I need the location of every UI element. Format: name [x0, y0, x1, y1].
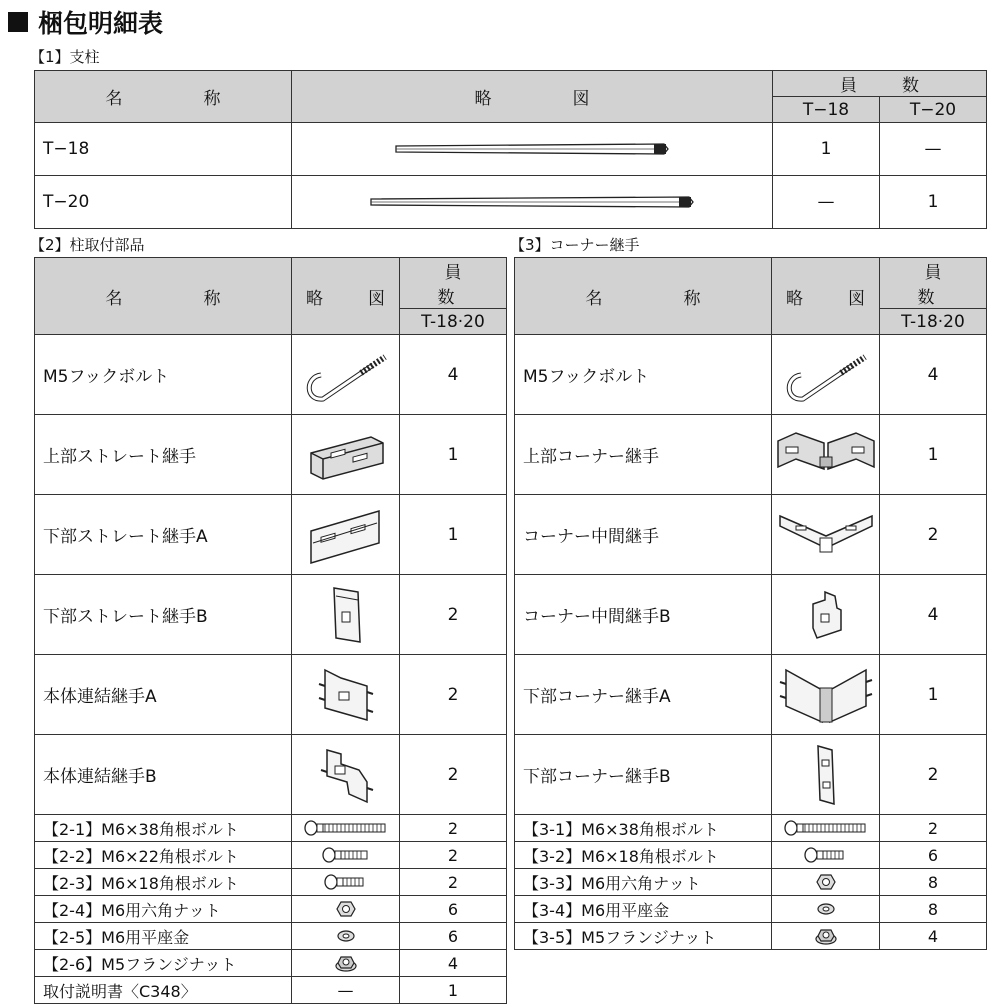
hook-bolt-icon	[301, 345, 391, 405]
corner-mid-joint-icon	[776, 510, 876, 560]
table-row: 上部コーナー継手 1	[515, 415, 987, 495]
post-t20-icon	[367, 193, 697, 211]
table-row: 【3-3】M6用六角ナット 8	[515, 869, 987, 896]
table-row: 【3-1】M6×38角根ボルト 2	[515, 815, 987, 842]
upper-corner-joint-icon	[774, 423, 878, 487]
table-row: 取付説明書〈C348〉 — 1	[35, 977, 507, 1004]
table-row: 下部コーナー継手A 1	[515, 655, 987, 735]
table-row	[35, 123, 987, 176]
washer-icon	[336, 929, 356, 943]
table-row	[35, 176, 987, 229]
upper-straight-joint-icon	[301, 423, 391, 487]
bolt-18-icon	[323, 873, 369, 891]
table-row: 下部ストレート継手A 1	[35, 495, 507, 575]
section3-label: 【3】コーナー継手	[510, 236, 640, 254]
table-row: 【2-4】M6用六角ナット 6	[35, 896, 507, 923]
item-name: T−20	[35, 176, 292, 229]
corner-mid-joint-b-icon	[801, 588, 851, 642]
bolt-38-icon	[301, 819, 391, 837]
section2-label: 【2】柱取付部品	[30, 236, 145, 254]
qty-t20: 1	[880, 176, 987, 229]
bolt-22-icon	[321, 846, 371, 864]
item-name: T−18	[35, 123, 292, 176]
section3-table: 名 称 略 図 員 数 T-18·20 M5フックボルト 4 上部コーナー継手 1 コーナー中間継手 2 コーナー中間継手B 4 下部コーナー継手A 1 下部コーナー継手B 2 【3-1】M6×38角根ボルト 2 【3-2】M6×18角根ボルト 6 【3-3】M6用六角ナット 8 【3-4】M6用平座金 8 【3-5】M5フランジナット 4	[514, 257, 987, 950]
body-joint-b-icon	[311, 742, 381, 808]
section2-table: 名 称 略 図 員 数 T-18·20 M5フックボルト 4 上部ストレート継手 1 下部ストレート継手A 1 下部ストレート継手B 2 本体連結継手A 2 本体連結継手B 2 【2-1】M6×38角根ボルト 2 【2-2】M6×22角根ボルト 2 【2-3】M6×18角根ボルト 2 【2-4】M6用六角ナット 6 【2-5】M6用平座金 6 【2-6】M5フランジナット 4 取付説明書〈C348〉 — 1	[34, 257, 507, 1004]
qty-t20: —	[880, 123, 987, 176]
table-row: 【2-1】M6×38角根ボルト 2	[35, 815, 507, 842]
hook-bolt-icon	[781, 345, 871, 405]
table-row: コーナー中間継手B 4	[515, 575, 987, 655]
table-row: 【3-4】M6用平座金 8	[515, 896, 987, 923]
lower-corner-joint-b-icon	[806, 742, 846, 808]
no-figure: —	[292, 977, 400, 1004]
flange-nut-icon	[334, 953, 358, 973]
lower-straight-joint-a-icon	[301, 503, 391, 567]
table-row: 【2-6】M5フランジナット 4	[35, 950, 507, 977]
table-row: 【2-5】M6用平座金 6	[35, 923, 507, 950]
flange-nut-icon	[814, 926, 838, 946]
lower-corner-joint-a-icon	[776, 662, 876, 728]
lower-straight-joint-b-icon	[316, 582, 376, 648]
table-row: コーナー中間継手 2	[515, 495, 987, 575]
table-row: 【2-3】M6×18角根ボルト 2	[35, 869, 507, 896]
section1-table	[34, 70, 987, 229]
header-name: 名 称	[35, 71, 292, 123]
table-row: 下部ストレート継手B 2	[35, 575, 507, 655]
table-row: 【3-2】M6×18角根ボルト 6	[515, 842, 987, 869]
qty-t18: 1	[773, 123, 880, 176]
hex-nut-icon	[816, 873, 836, 891]
table-row: 本体連結継手A 2	[35, 655, 507, 735]
header-qty: 員 数	[773, 71, 987, 97]
table-row: 【2-2】M6×22角根ボルト 2	[35, 842, 507, 869]
header-t20: T−20	[880, 97, 987, 123]
page-title: 梱包明細表	[8, 4, 163, 40]
table-row: M5フックボルト 4	[35, 335, 507, 415]
header-t18: T−18	[773, 97, 880, 123]
bolt-38-icon	[781, 819, 871, 837]
table-row: 上部ストレート継手 1	[35, 415, 507, 495]
washer-icon	[816, 902, 836, 916]
table-row: M5フックボルト 4	[515, 335, 987, 415]
table-row: 本体連結継手B 2	[35, 735, 507, 815]
post-t18-icon	[392, 140, 672, 158]
table-row: 【3-5】M5フランジナット 4	[515, 923, 987, 950]
body-joint-a-icon	[311, 662, 381, 728]
header-figure: 略 図	[292, 71, 773, 123]
section1-label: 【1】支柱	[30, 48, 100, 66]
square-bullet-icon	[8, 12, 28, 32]
bolt-18-icon	[803, 846, 849, 864]
table-row: 下部コーナー継手B 2	[515, 735, 987, 815]
hex-nut-icon	[336, 900, 356, 918]
qty-t18: —	[773, 176, 880, 229]
